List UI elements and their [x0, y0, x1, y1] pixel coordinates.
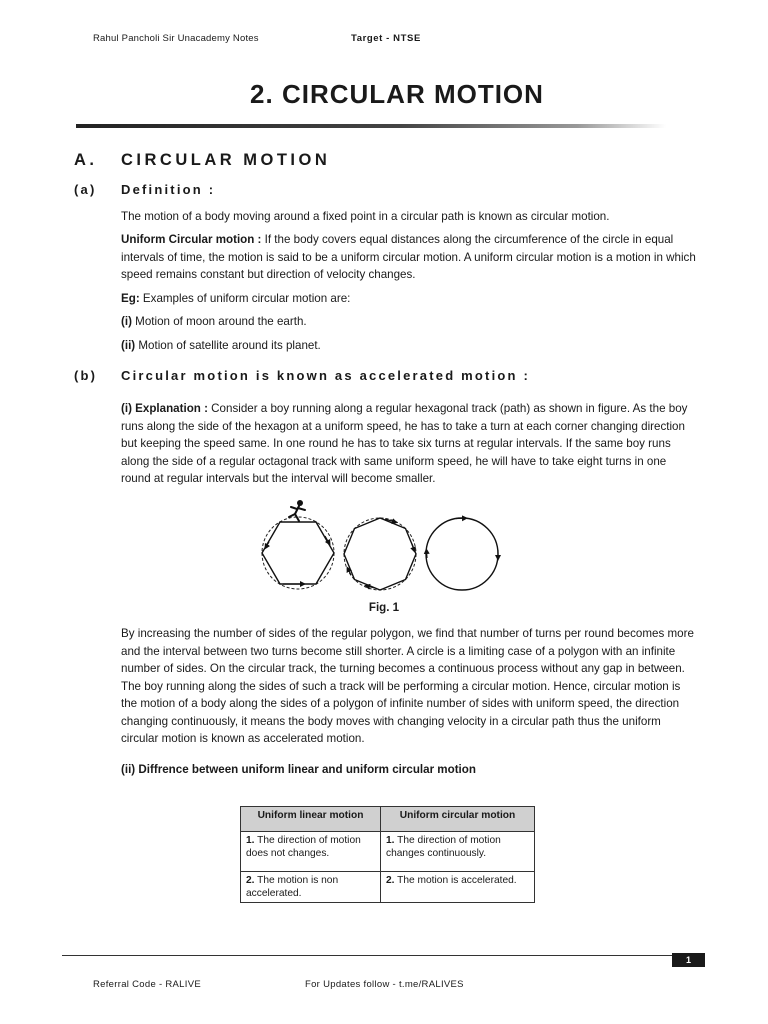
- table-cell: [241, 872, 381, 903]
- subsection-a-label: (a): [74, 182, 97, 197]
- uniform-text: If the body covers equal distances along the circumference of the circle in equal intervals of time, the motion is said to be a uniform circular motion. A uniform circular motion is a motion in which speed remains constant but direction of velocity changes.: [121, 233, 696, 281]
- header-target: Target - NTSE: [351, 33, 421, 44]
- subsection-a-title: Definition :: [121, 182, 216, 197]
- page-title: 2. CIRCULAR MOTION: [250, 79, 544, 109]
- table-cell: [381, 832, 535, 872]
- comparison-table: [240, 806, 535, 903]
- cell-text: The direction of motion does not changes.: [246, 835, 361, 859]
- title-divider: [76, 124, 666, 128]
- explanation-paragraph: [121, 400, 696, 488]
- page-number: 1: [672, 953, 705, 967]
- table-row: [241, 872, 535, 903]
- example-i: [121, 313, 696, 331]
- table-cell: [381, 872, 535, 903]
- header-notes-title: Rahul Pancholi Sir Unacademy Notes: [93, 33, 259, 44]
- uniform-circular-definition: [121, 231, 696, 284]
- definition-text: The motion of a body moving around a fixed point in a circular path is known as circular motion.: [121, 210, 610, 223]
- section-a-label: A.: [74, 151, 98, 169]
- table-header-row: [241, 807, 535, 832]
- polygon-paragraph: By increasing the number of sides of the regular polygon, we find that number of turns per round becomes more and the interval between two turns become still shorter. A circle is a limiting case of a polygon with an infinite number of sides. On the circular track, the turning becomes a continuous process without any gap in between. The boy running along the sides of such a track will be performing a circular motion. Hence, circular motion is the motion of a body along the sides of a polygon of infinite number of sides with uniform speed, the direction changing continuously, it means the body moves with changing velocity in a circular path thus the uniform circular motion is known as accelerated motion.: [121, 627, 694, 745]
- cell-text: The motion is non accelerated.: [246, 875, 339, 899]
- table-header-linear: Uniform linear motion: [241, 807, 381, 832]
- polygon-track-figure: [255, 498, 505, 598]
- uniform-term: Uniform Circular motion :: [121, 233, 262, 246]
- cell-number: 2.: [386, 875, 395, 886]
- cell-number: 1.: [386, 835, 395, 846]
- example-ii-label: (ii): [121, 339, 136, 352]
- cell-text: The motion is accelerated.: [394, 875, 517, 886]
- table-cell: [241, 832, 381, 872]
- example-i-text: Motion of moon around the earth.: [131, 315, 307, 328]
- examples-intro: [121, 290, 696, 308]
- footer-updates: For Updates follow - t.me/RALIVES: [305, 979, 464, 990]
- octagon-track: [344, 518, 416, 590]
- example-ii: [121, 337, 696, 355]
- table-header-circular: Uniform circular motion: [381, 807, 535, 832]
- hexagon-track: [262, 517, 334, 589]
- footer-referral: Referral Code - RALIVE: [93, 979, 201, 990]
- cell-number: 2.: [246, 875, 255, 886]
- section-a-title: CIRCULAR MOTION: [121, 151, 331, 169]
- example-ii-text: Motion of satellite around its planet.: [135, 339, 321, 352]
- circle-track: [426, 518, 498, 590]
- explanation-term: (i) Explanation :: [121, 402, 208, 415]
- cell-number: 1.: [246, 835, 255, 846]
- subsection-b-title: Circular motion is known as accelerated motion :: [121, 368, 531, 383]
- example-i-label: (i): [121, 315, 132, 328]
- eg-text: Examples of uniform circular motion are:: [139, 292, 351, 305]
- figure-caption: Fig. 1: [368, 601, 400, 614]
- footer-divider: [62, 955, 705, 956]
- cell-text: The direction of motion changes continuously.: [386, 835, 501, 859]
- explanation-text: Consider a boy running along a regular hexagonal track (path) as shown in figure. As the boy runs along the side of the hexagon at a uniform speed, he has to take a turn at each corner changing direction but keeping the speed same. In one round he has to take six turns at regular intervals. If the same boy runs along the side of a regular octagonal track with same uniform speed, he will have to take eight turns in one round at regular intervals but the interval will become smaller.: [121, 402, 688, 485]
- difference-heading: (ii) Diffrence between uniform linear and uniform circular motion: [121, 763, 476, 776]
- table-row: [241, 832, 535, 872]
- eg-label: Eg:: [121, 292, 140, 305]
- subsection-b-label: (b): [74, 368, 98, 383]
